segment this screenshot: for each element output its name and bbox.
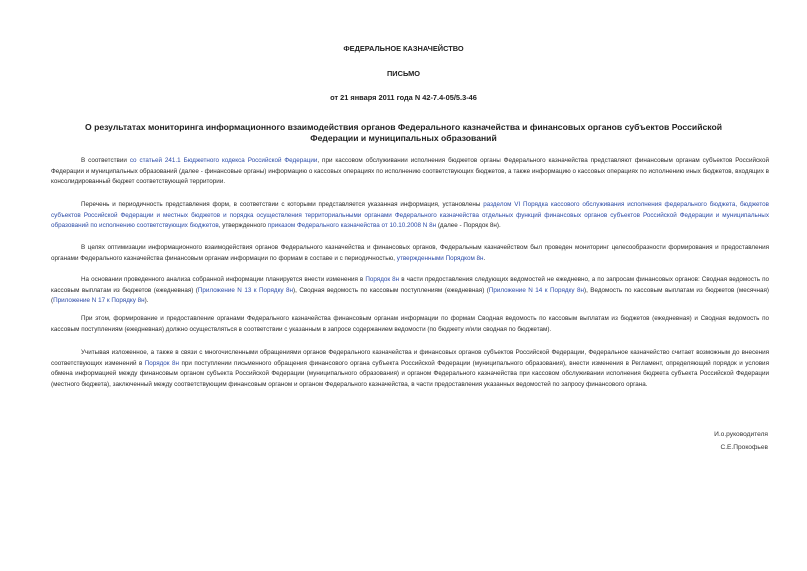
link-appendix-14[interactable]: Приложение N 14 к Порядку 8н: [488, 286, 584, 294]
document-type: ПИСЬМО: [387, 69, 420, 78]
link-appendix-13[interactable]: Приложение N 13 к Порядку 8н: [197, 286, 293, 294]
link-order-8n[interactable]: Порядок 8н: [365, 276, 400, 283]
document-title: О результатах мониторинга информационного взаимодействия органов Федерального казначейства и финансовых органов субъектов Российской Федерации и муниципальных образований: [85, 122, 722, 143]
paragraph-5: При этом, формирование и предоставление органами Федерального казначейства финансовым органам информации по формам Сводная ведомость по кассовым выплатам из бюджетов (ежедневная) и Сводная ведомость по кассовым поступлениям (ежедневная) должно осуществляться в соответствии с указанным в запросе содержанием ведомости (по бюджету и/или сводная по бюджетам).: [51, 315, 769, 333]
link-approved-order-8n[interactable]: утвержденными Порядком 8н: [396, 254, 484, 262]
link-section-vi-order[interactable]: разделом VI Порядка кассового обслуживания исполнения федерального бюджета, бюджетов субъектов Российской Федерации и местных бюджетов и порядка осуществления территориальными органами Федерального казначейства отдельных функций финансовых органов субъектов Российской Федерации и муниципальных образований по исполнению соответствующих бюджетов: [51, 201, 769, 230]
paragraph-6: Учитывая изложенное, а также в связи с многочисленными обращениями органов Федерального казначейства и финансовых органов субъектов Российской Федерации, Федеральное казначейство считает возможным до внесения соответствующих изменений в Порядок 8н при поступлении письменного обращения финансового органа субъекта Российской Федерации (муниципального образования), внести изменения в Регламент, определяющий порядок и условия обмена информацией между финансовым органом субъекта Российской Федерации (муниципального образования) и органом Федерального казначейства при кассовом обслуживании исполнения бюджета субъекта Российской Федерации (местного бюджета), заключенный между соответствующим финансовым органом и органом Федерального казначейства, в части предоставления указанных ведомостей по запросу финансового органа.: [51, 349, 769, 388]
link-appendix-17[interactable]: Приложение N 17 к Порядку 8н: [53, 297, 145, 305]
paragraph-1: В соответствии со статьей 241.1 Бюджетного кодекса Российской Федерации, при кассовом обслуживании исполнения бюджетов органы Федерального казначейства представляют финансовым органам субъектов Российской Федерации и муниципальных образований (далее - финансовые органы) информацию о кассовых операциях по исполнению соответствующих бюджетов, а также информацию о кассовых операциях по исполнению иных бюджетов, входящих в консолидированный бюджет соответствующей территории.: [51, 157, 769, 186]
signature-name: С.Е.Прокофьев: [720, 444, 768, 451]
paragraph-3: В целях оптимизации информационного взаимодействия органов Федерального казначейства и финансовых органов, Федеральным казначейством был проведен мониторинг целесообразности формирования и предоставления органами Федерального казначейства финансовым органам информации по формам в составе и с периодичностью, утвержденными Порядком 8н.: [51, 244, 769, 262]
document-date-number: от 21 января 2011 года N 42-7.4-05/5.3-46: [330, 93, 477, 102]
signature-position: И.о.руководителя: [714, 431, 768, 438]
link-treasury-order-8n[interactable]: приказом Федерального казначейства от 10.10.2008 N 8н: [267, 222, 437, 230]
paragraph-4: На основании проведенного анализа собранной информации планируется внести изменения в Порядок 8н в части предоставления следующих ведомостей не ежедневно, а по запросам финансовых органов: Сводная ведомость по кассовым выплатам из бюджетов (ежедневная) (Приложение N 13 к Порядку 8н), Сводная ведомость по кассовым поступлениям (ежедневная) (Приложение N 14 к Порядку 8н), Ведомость по кассовым выплатам из бюджетов (месячная) (Приложение N 17 к Порядку 8н).: [51, 276, 770, 305]
link-order-8n-2[interactable]: Порядок 8н: [144, 359, 179, 367]
paragraph-2: Перечень и периодичность представления форм, в соответствии с которыми представляется указанная информация, установлены разделом VI Порядка кассового обслуживания исполнения федерального бюджета, бюджетов субъектов Российской Федерации и местных бюджетов и порядка осуществления территориальными органами Федерального казначейства отдельных функций финансовых органов субъектов Российской Федерации и муниципальных образований по исполнению соответствующих бюджетов, утвержденного приказом Федерального казначейства от 10.10.2008 N 8н (далее - Порядок 8н).: [51, 201, 769, 230]
link-budget-code-article[interactable]: со статьей 241.1 Бюджетного кодекса Российской Федерации: [129, 157, 318, 164]
agency-heading: ФЕДЕРАЛЬНОЕ КАЗНАЧЕЙСТВО: [343, 44, 464, 53]
